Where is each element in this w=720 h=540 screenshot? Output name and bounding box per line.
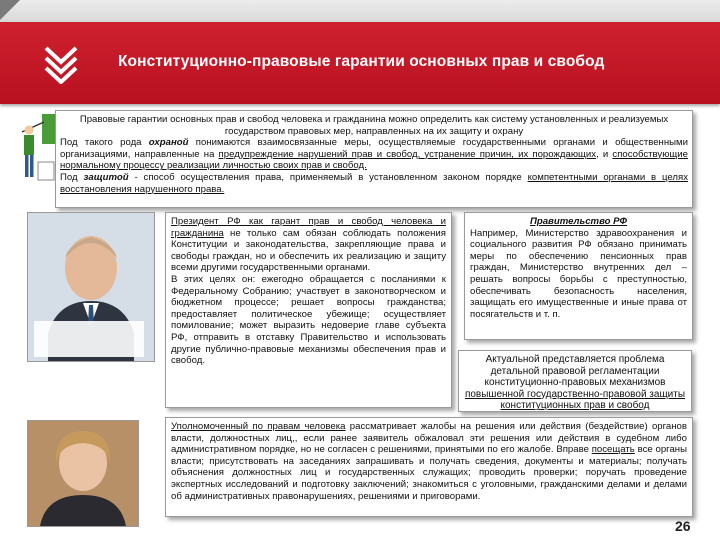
realization-link[interactable]: способствующие нормальному процессу реализации личностью своих прав и свобод.: [60, 148, 689, 172]
page-number: 26: [675, 518, 691, 534]
government-text: Например, Министерство здравоохранения и социального развития РФ обязано принимать меры по обеспечению пенсионных прав граждан, Министерство внутренних дел – решать вопросы борьбы с преступностью, обеспечивать безопасность населения, защищать его имущественные и иные права от посягательств и т. п.: [470, 227, 687, 320]
text-span: не только сам обязан соблюдать положения Конституции и законодательства, закрепляющие права и свободы граждан, но и обеспечить их реализацию и защиту всеми другими государственными органами.: [171, 227, 446, 274]
text-span: все органы власти; присутствовать на заседаниях запрашивать и получать сведения, документы и материалы; получать объяснения должностных лиц и государственных служащих; проводить проверки; поручать проведение экспертных исследований и подготовку заключений; знакомиться с уголовными, гражданскими делами и делами об административных правонарушениях, решениями и приговорами.: [171, 444, 687, 502]
defense-paragraph: [60, 172, 688, 195]
guarantees-intro: Правовые гарантии основных прав и свобод человека и гражданина можно определить как систему установленных и реализуемых государством правовых мер, направленных на их защиту и охрану: [79, 114, 669, 137]
text-span: - способ осуществления права, применяемый в установленном законом порядке: [128, 171, 528, 183]
slide-title: Конституционно-правовые гарантии основных прав и свобод: [118, 53, 605, 70]
text-span: рассматривает жалобы на решения или действия (бездействие) органов власти, должностных лиц,, если ранее заявитель обжаловал эти решения или действия в судебном либо административном порядке, но не согласен с решениями, принятыми по его жалобе. Вправе: [171, 421, 687, 456]
government-heading: Правительство РФ: [529, 216, 628, 227]
president-paragraph: [171, 216, 446, 274]
ombudsman-photo: [27, 420, 139, 527]
double-chevron-down-icon: [40, 42, 82, 84]
competent-organs-link[interactable]: компетентными органами в целях восстановления нарушенного права.: [60, 171, 688, 195]
ombudsman-paragraph: [171, 421, 687, 502]
president-photo: [27, 212, 155, 362]
prevention-link[interactable]: предупреждение нарушений прав и свобод, устранение причин, их порождающих: [218, 148, 597, 160]
government-box: [464, 212, 693, 340]
guarantees-definition-box: [55, 110, 693, 208]
slide-header: [0, 22, 720, 104]
problem-line: Актуальной представляется проблема детальной правовой регламентации конституционно-правовых механизмов: [484, 354, 666, 389]
president-guarantor-link[interactable]: Президент РФ как гарант прав и свобод человека и гражданина: [171, 216, 446, 239]
text-span: , и: [596, 148, 613, 160]
president-powers-paragraph: В этих целях он: ежегодно обращается с посланиями к Федеральному Собранию; участвует в законотворческом и бюджетном процессе; решает вопросы гражданства; предоставляет политическое убежище; осуществляет помилование; может выразить недоверие главе субъекта РФ, отправить в отставку Правительство и использовать другие публично-правовые механизмы обеспечения прав и свобод.: [171, 273, 446, 367]
president-guarantor-box: [165, 212, 452, 408]
text-span: Под: [60, 171, 84, 183]
presenter-figure-icon: [18, 110, 60, 185]
text-span: понимаются взаимосвязанные меры, осуществляемые государственными органами и общественными организациями, направленные на: [60, 137, 688, 160]
ombudsman-link[interactable]: Уполномоченный по правам человека: [171, 421, 346, 432]
president-portrait-image: [28, 213, 154, 361]
ombudsman-box: [165, 417, 693, 517]
ombudsman-portrait-image: [28, 421, 138, 526]
corner-decoration: [0, 0, 20, 20]
protection-paragraph: [60, 137, 688, 172]
term-defense: защитой: [83, 171, 129, 183]
text-span: Под такого рода: [60, 137, 149, 149]
protection-link[interactable]: повышенной государственно-правовой защиты конституционных прав и свобод: [464, 388, 686, 412]
term-protection: охраной: [148, 137, 189, 149]
top-strip: [0, 0, 720, 22]
visit-link[interactable]: посещать: [591, 444, 635, 456]
problem-statement-box: [458, 350, 692, 412]
